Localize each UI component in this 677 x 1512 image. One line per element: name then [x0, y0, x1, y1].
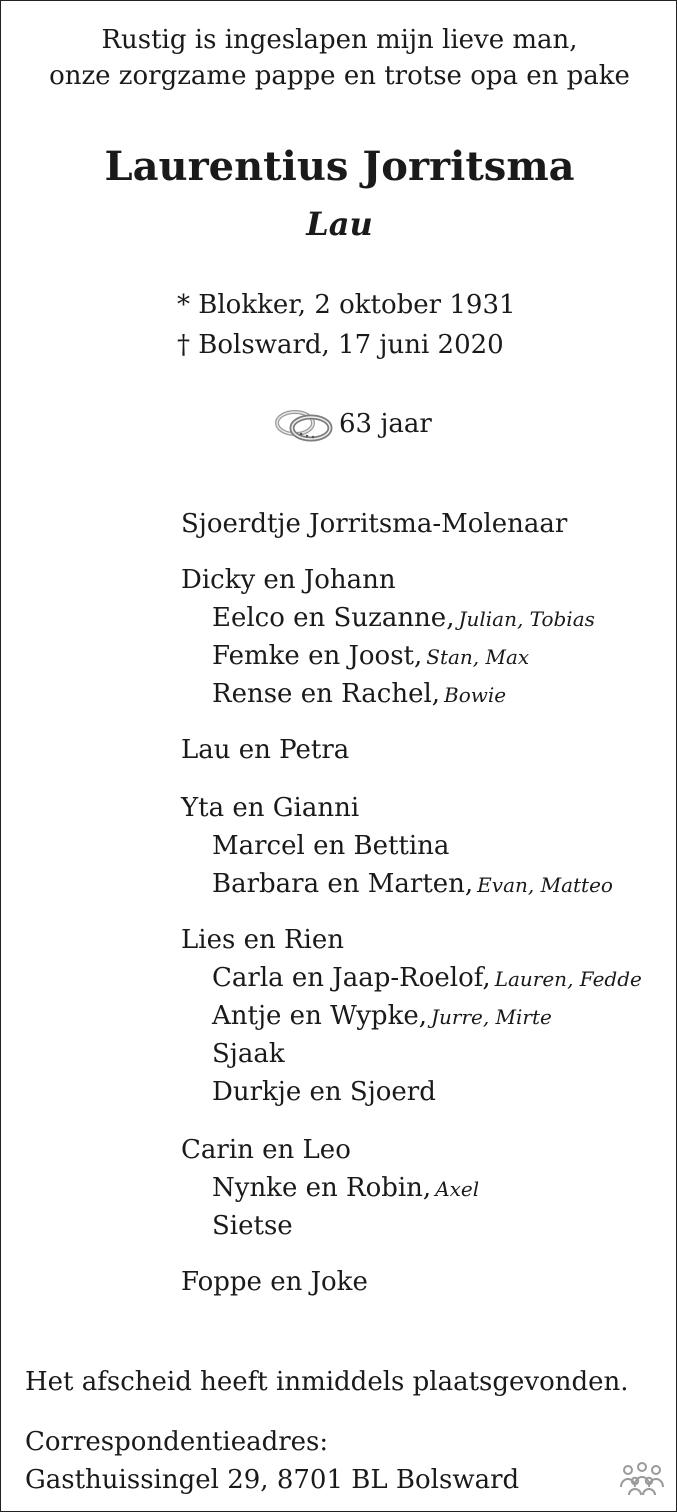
grandchildren: Lauren, Fedde — [494, 967, 642, 991]
family-parents: Lies en Rien — [181, 925, 344, 955]
death-date: † Bolsward, 17 juni 2020 — [177, 330, 504, 360]
grandchildren: Julian, Tobias — [458, 607, 595, 631]
child-names: Antje en Wypke, — [212, 1001, 427, 1031]
family-child — [212, 675, 506, 714]
family-child — [212, 637, 529, 676]
family-child — [212, 599, 595, 638]
grandchildren: Jurre, Mirte — [430, 1005, 552, 1029]
address-label: Correspondentieadres: — [25, 1427, 329, 1457]
child-names: Sietse — [212, 1211, 293, 1241]
family-parents: Foppe en Joke — [181, 1267, 368, 1297]
family-child — [212, 1035, 285, 1073]
deceased-nickname: Lau — [306, 205, 373, 243]
grandchildren: Evan, Matteo — [477, 873, 613, 897]
child-names: Barbara en Marten, — [212, 869, 474, 899]
marriage-duration — [271, 403, 432, 445]
child-names: Marcel en Bettina — [212, 831, 450, 861]
wedding-rings-icon — [271, 403, 335, 445]
family-child — [212, 959, 642, 998]
family-child — [212, 1207, 293, 1245]
intro-line-2: onze zorgzame pappe en trotse opa en pake — [49, 61, 630, 91]
family-child — [212, 865, 613, 904]
marriage-years: 63 jaar — [339, 409, 432, 439]
grandchildren: Bowie — [444, 683, 507, 707]
intro-line-1: Rustig is ingeslapen mijn lieve man, — [101, 25, 578, 55]
farewell-note: Het afscheid heeft inmiddels plaatsgevonden. — [25, 1367, 629, 1397]
family-parents: Dicky en Johann — [181, 565, 396, 595]
family-parents: Yta en Gianni — [181, 793, 360, 823]
grandchildren: Axel — [435, 1177, 480, 1201]
family-child — [212, 1169, 479, 1208]
address: Gasthuissingel 29, 8701 BL Bolsward — [25, 1465, 520, 1495]
child-names: Sjaak — [212, 1039, 285, 1069]
child-names: Durkje en Sjoerd — [212, 1077, 436, 1107]
family-parents: Lau en Petra — [181, 735, 350, 765]
deceased-name: Laurentius Jorritsma — [104, 143, 575, 190]
family-child — [212, 997, 552, 1036]
family-parents: Carin en Leo — [181, 1135, 351, 1165]
child-names: Rense en Rachel, — [212, 679, 441, 709]
grandchildren: Stan, Max — [426, 645, 530, 669]
child-names: Carla en Jaap-Roelof, — [212, 963, 491, 993]
people-logo-icon — [619, 1461, 665, 1497]
spouse: Sjoerdtje Jorritsma-Molenaar — [181, 509, 568, 539]
family-child — [212, 827, 449, 865]
child-names: Femke en Joost, — [212, 641, 423, 671]
birth-date: * Blokker, 2 oktober 1931 — [177, 290, 516, 320]
child-names: Nynke en Robin, — [212, 1173, 432, 1203]
child-names: Eelco en Suzanne, — [212, 603, 455, 633]
family-child — [212, 1073, 436, 1111]
